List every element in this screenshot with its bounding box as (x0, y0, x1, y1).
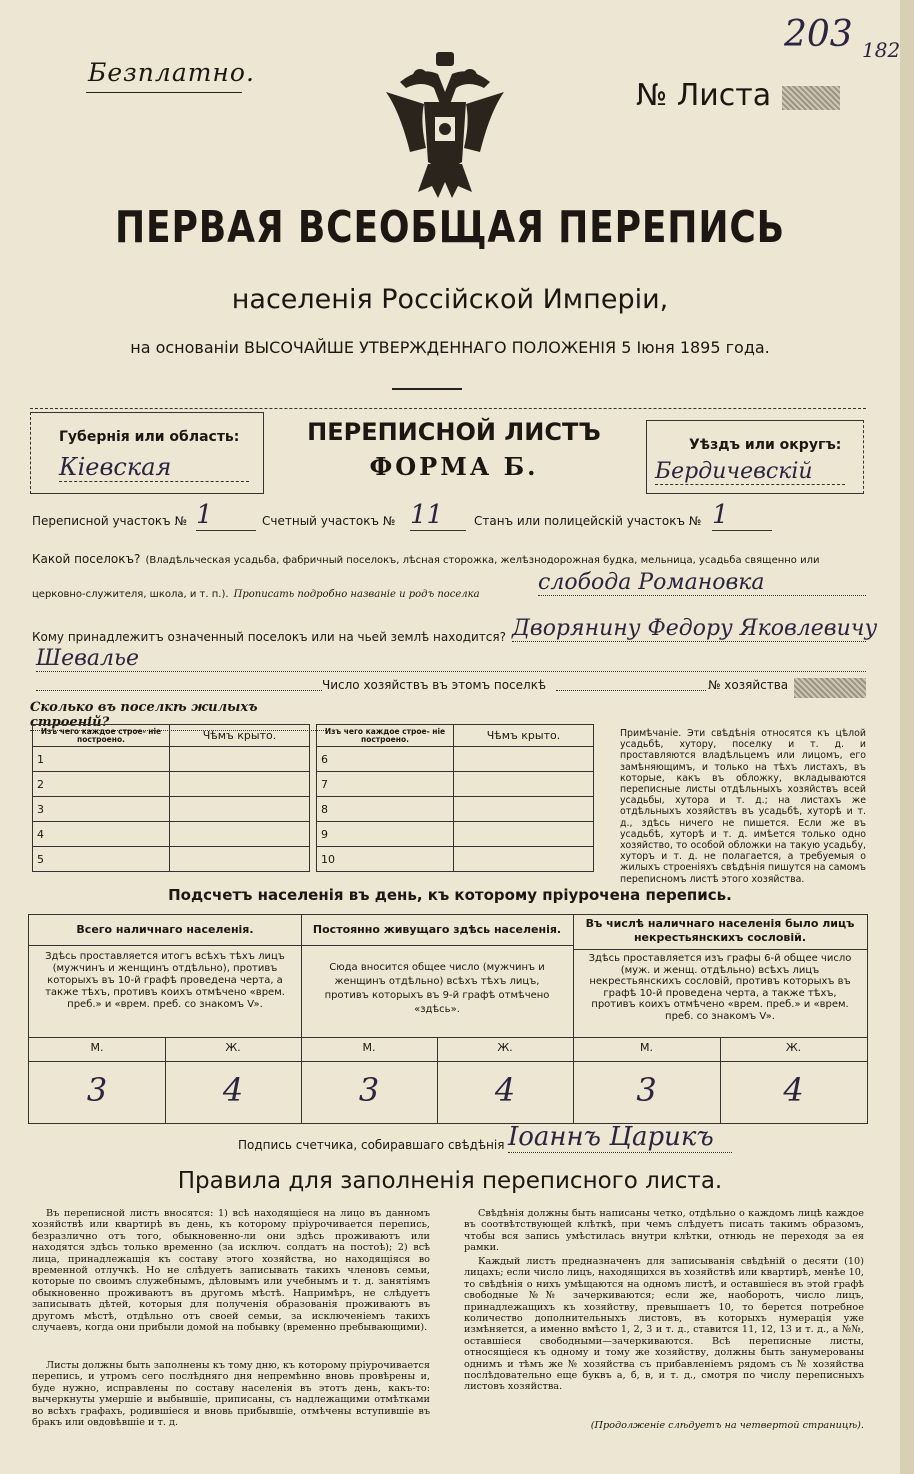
count-area-label: Счетный участокъ № (262, 514, 396, 528)
signature-label: Подпись счетчика, собиравшаго свѣдѣнія (238, 1138, 505, 1152)
permanent-m-value: 3 (358, 1071, 380, 1109)
permanent-head: Постоянно живущаго здѣсь населенія. (301, 915, 573, 946)
free-label: Безплатно. (88, 58, 255, 87)
settlement-hint-2: церковно-служителя, школа, и т. п.). (32, 589, 229, 600)
buildings-col-roof: Чѣмъ крыто. (170, 725, 310, 747)
count-area-value: 11 (410, 500, 466, 531)
owner-value: Дворянину Федору Яковлевичу (512, 616, 878, 641)
buildings-row-number: 7 (317, 772, 454, 797)
province-label: Губернія или область: (59, 429, 240, 445)
settlement-instruction: Прописать подробно названіе и родъ поселка (233, 589, 480, 600)
population-table (28, 914, 868, 1124)
census-title: ПЕРВАЯ ВСЕОБЩАЯ ПЕРЕПИСЬ (115, 202, 785, 253)
buildings-row-number: 2 (33, 772, 170, 797)
rules-continued: (Продолженіе слѣдуетъ на четвертой страницѣ). (590, 1420, 864, 1431)
buildings-row-number: 10 (317, 847, 454, 872)
settlement-hint: (Владѣльческая усадьба, фабричный поселокъ, лѣсная сторожка, желѣзнодорожная будка, мельница, усадьба священно или (145, 555, 820, 566)
nonpeasant-desc: Здѣсь проставляется изъ графы 6-й общее число (муж. и женщ. отдѣльно) всѣхъ лицъ некрестьянскихъ сословій, противъ которыхъ въ графѣ 10-й проведена черта, а также тѣхъ, противъ коихъ отмѣчено «врем. преб.» и «врем. преб. со знакомъ V». (588, 953, 852, 1022)
buildings-col-material: Изъ чего каждое строе- ніе построено. (33, 725, 170, 747)
owner-question: Кому принадлежитъ означенный поселокъ или на чьей землѣ находится? (32, 630, 506, 644)
form-title: ПЕРЕПИСНОЙ ЛИСТЪ (307, 418, 601, 446)
buildings-roof-cell (454, 847, 594, 872)
buildings-roof-cell (170, 822, 310, 847)
rules-left-para-1: Въ переписной листъ вносятся: 1) всѣ находящіеся на лицо въ данномъ хозяйствѣ или квартирѣ въ день, къ которому пріурочивается перепись, безразлично отъ того, обыкновенно-ли они здѣсь проживаютъ или находятся здѣсь только временно (за исключ. солдатъ на постоѣ); 2) всѣ лица, принадлежащія къ составу этого хозяйства, но находящіяся во временной отлучкѣ. Но не слѣдуетъ записывать такихъ членовъ семьи, которые по своимъ служебнымъ, дѣловымъ или учебнымъ и т. д. занятіямъ обыкновенно проживаютъ въ другомъ мѣстѣ. Напримѣръ, не слѣдуетъ записывать дѣтей, которыя для полученія образованія проживаютъ въ другомъ мѣстѣ, отдѣльно отъ своей семьи, за исключеніемъ такихъ случаевъ, когда они прибыли домой на побывку (временно пребывающими). (32, 1208, 430, 1334)
title-divider (392, 388, 462, 390)
permanent-m-label: М. (362, 1041, 376, 1054)
buildings-roof-cell (454, 822, 594, 847)
census-subtitle: населенія Россійской Имперіи, (231, 284, 669, 315)
rules-right-para-1: Свѣдѣнія должны быть написаны четко, отдѣльно о каждомъ лицѣ каждое въ соотвѣтствующей клѣткѣ, при чемъ слѣдуетъ писать такимъ образомъ, чтобы вся запись умѣстилась внутри клѣтки, отнюдь не переходя за ея рамки. (464, 1208, 864, 1254)
province-box (30, 412, 264, 494)
signature-value: Іоаннъ Царикъ (508, 1122, 732, 1153)
buildings-row-number: 3 (33, 797, 170, 822)
census-area-label: Переписной участокъ № (32, 514, 187, 528)
rules-right-para-2: Каждый листъ предназначенъ для записыванія свѣдѣній о десяти (10) лицахъ; если число лицъ, находящихся въ хозяйствѣ или квартирѣ, менѣе 10, то свѣдѣнія о нихъ умѣщаются на одномъ листѣ, и оставшіеся въ этой графѣ свободные №№ зачеркиваются; если же, наоборотъ, число лицъ, принадлежащихъ къ хозяйству, превышаетъ 10, то берется потребное количество дополнительныхъ листовъ, въ которыхъ нумерація уже измѣняется, а именно вмѣсто 1, 2, 3 и т. д., ставится 11, 12, 13 и т. д., а №№, оставшіеся свободными—зачеркиваются. Всѣ переписные листы, относящіеся къ одному и тому же хозяйству, должны быть занумерованы однимъ и тѣмъ же № хозяйства съ прибавленіемъ рядомъ съ № хозяйства послѣдовательно еще буквъ а, б, в, и т. д., смотря по числу переписныхъ листовъ хозяйства. (464, 1256, 864, 1393)
census-area-value: 1 (196, 500, 256, 531)
nonpeasant-m-label: М. (640, 1041, 653, 1054)
permanent-f-value: 4 (494, 1071, 516, 1109)
present-m-label: М. (90, 1041, 104, 1054)
buildings-roof-cell (170, 747, 310, 772)
buildings-col-material: Изъ чего каждое строе- ніе построено. (317, 725, 454, 747)
district-box (646, 420, 864, 494)
present-f-label: Ж. (225, 1041, 241, 1054)
stan-value: 1 (712, 500, 772, 531)
permanent-desc: Сюда вносится общее число (мужчинъ и женщинъ отдѣльно) всѣхъ тѣхъ лицъ, противъ которыхъ въ 9-й графѣ отмѣчено «здѣсь». (324, 962, 550, 1015)
households-blank (36, 676, 322, 691)
buildings-row-number: 4 (33, 822, 170, 847)
buildings-row-number: 1 (33, 747, 170, 772)
sheet-number-label: № Листа (636, 78, 772, 113)
archive-number-secondary: 182 (862, 38, 901, 62)
archive-number: 203 (784, 14, 853, 55)
legal-basis: на основаніи ВЫСОЧАЙШЕ УТВЕРЖДЕННАГО ПОЛОЖЕНІЯ 5 Іюня 1895 года. (130, 338, 770, 357)
nonpeasant-head: Въ числѣ наличнаго населенія было лицъ некрестьянскихъ сословій. (573, 917, 867, 950)
rules-left-para-2: Листы должны быть заполнены къ тому дню, къ которому пріурочивается перепись, и утромъ сего послѣдняго дня непремѣнно вновь провѣрены и, буде нужно, исправлены по составу населенія въ этотъ день, какъ-то: вычеркнуты умершіе и выбывшіе, приписаны, съ надлежащими отмѣтками во всѣхъ графахъ, родившіеся и вновь прибывшіе, отмѣчены вступившіе въ бракъ или овдовѣвшіе и т. д. (32, 1360, 430, 1429)
district-value: Бердичевскій (655, 459, 845, 485)
nonpeasant-m-value: 3 (636, 1071, 657, 1109)
sheet-number-stamp (782, 86, 840, 110)
household-number-label: № хозяйства (708, 678, 789, 692)
settlement-line (32, 548, 872, 567)
buildings-roof-cell (170, 772, 310, 797)
rules-title: Правила для заполненія переписного листа. (177, 1168, 723, 1194)
population-col-present (29, 915, 302, 1123)
buildings-question: Сколько въ поселкѣ жилыхъ строеній? (30, 700, 326, 731)
settlement-value: слобода Романовка (538, 570, 866, 596)
stan-label: Станъ или полицейскій участокъ № (474, 514, 702, 528)
household-number-stamp (794, 678, 866, 698)
households-value-blank (556, 676, 706, 691)
owner-value-2: Шевалье (36, 646, 866, 672)
buildings-row-number: 6 (317, 747, 454, 772)
double-headed-eagle-icon (380, 52, 510, 200)
buildings-roof-cell (170, 847, 310, 872)
buildings-roof-cell (454, 747, 594, 772)
present-f-value: 4 (222, 1071, 244, 1109)
buildings-row-number: 8 (317, 797, 454, 822)
population-col-nonpeasant (573, 915, 867, 1123)
district-label: Уѣздъ или округъ: (689, 437, 842, 453)
province-value: Кіевская (59, 453, 249, 482)
nonpeasant-f-value: 4 (783, 1071, 804, 1109)
present-m-value: 3 (86, 1071, 108, 1109)
free-underline (86, 92, 242, 93)
nonpeasant-f-label: Ж. (785, 1041, 802, 1054)
buildings-col-roof: Чѣмъ крыто. (454, 725, 594, 747)
permanent-f-label: Ж. (497, 1041, 513, 1054)
form-name: ФОРМА Б. (369, 452, 539, 481)
buildings-row-number: 9 (317, 822, 454, 847)
population-col-permanent (301, 915, 574, 1123)
buildings-table-left (32, 724, 310, 872)
buildings-table-right (316, 724, 594, 872)
households-label: Число хозяйствъ въ этомъ поселкѣ (322, 678, 547, 692)
present-head: Всего наличнаго населенія. (29, 915, 301, 946)
buildings-roof-cell (170, 797, 310, 822)
settlement-question: Какой поселокъ? (32, 552, 141, 566)
buildings-roof-cell (454, 772, 594, 797)
settlement-line-2 (32, 582, 480, 601)
buildings-roof-cell (454, 797, 594, 822)
nonpeasant-value-divider (573, 1061, 867, 1062)
buildings-note: Примѣчаніе. Эти свѣдѣнія относятся къ цѣлой усадьбѣ, хутору, поселку и т. д. и проставляются владѣльцемъ или лицомъ, его замѣняющимъ, и только на тѣхъ листахъ, въ которые, какъ въ обложку, вкладываются переписные листы отдѣльныхъ хозяйствъ всей усадьбы, хутора и т. д.; на листахъ же отдѣльныхъ хозяйствъ въ усадьбѣ, хуторѣ и т. д., здѣсь ничего не пишется. Если же въ усадьбѣ, хуторѣ и т. д. имѣется только одно хозяйство, то особой обложки на такую усадьбу, хуторъ и т. д. не полагается, а требуемыя о жилыхъ строеніяхъ свѣдѣнія пишутся на самомъ переписномъ листѣ этого хозяйства. (620, 728, 866, 885)
present-value-divider (29, 1061, 301, 1062)
buildings-row-number: 5 (33, 847, 170, 872)
population-title: Подсчетъ населенія въ день, къ которому пріурочена перепись. (168, 886, 732, 904)
permanent-value-divider (301, 1061, 573, 1062)
present-desc: Здѣсь проставляется итогъ всѣхъ тѣхъ лицъ (мужчинъ и женщинъ отдѣльно), противъ которыхъ въ 10-й графѣ проведена черта, а также тѣхъ, противъ коихъ отмѣчено «врем. преб.» и «врем. преб. со знакомъ V». (45, 951, 285, 1010)
